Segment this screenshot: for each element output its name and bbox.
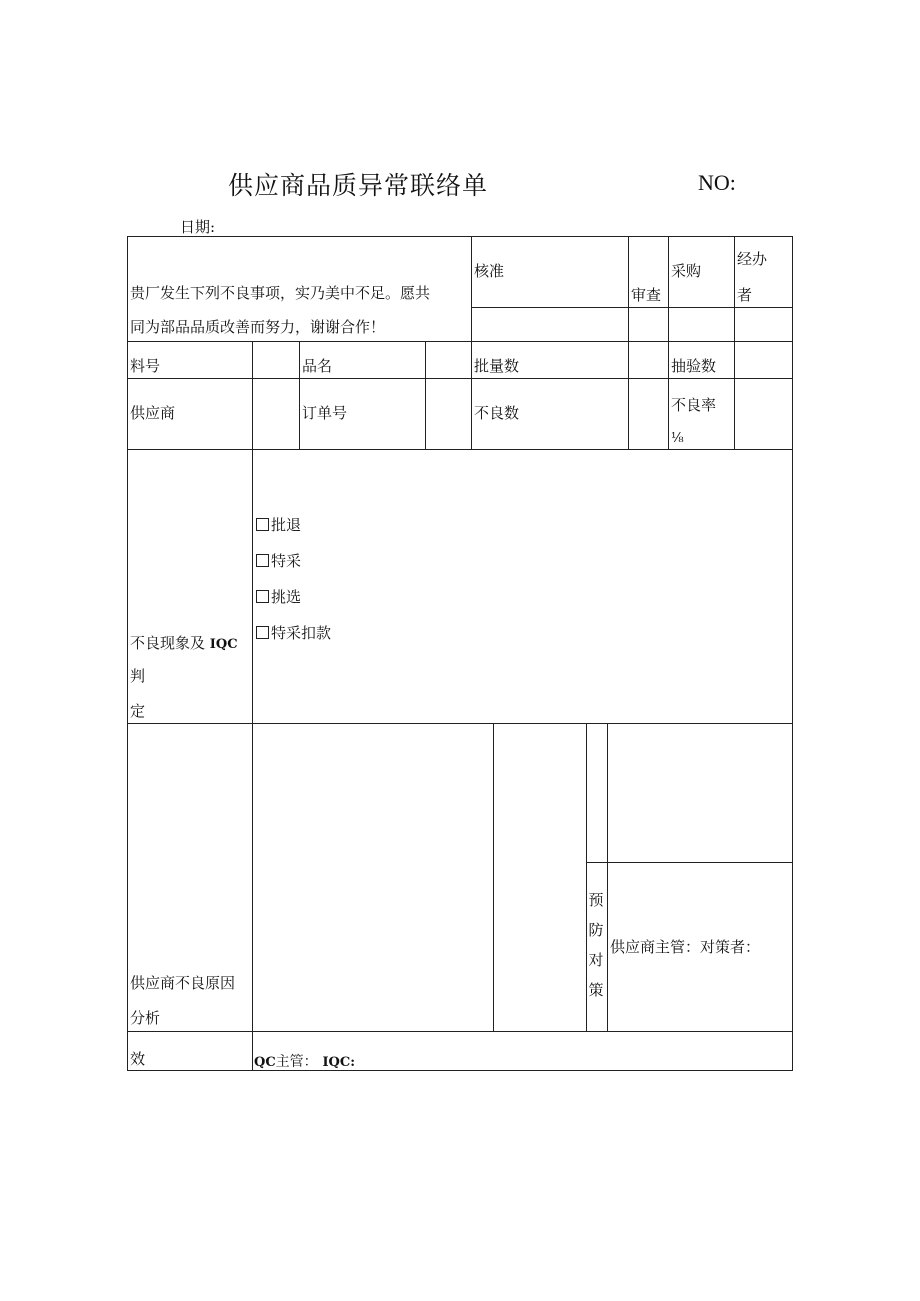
judgement-label-line-1 <box>130 636 238 651</box>
qc-label: QC <box>254 1055 276 1070</box>
checkbox-icon[interactable] <box>256 518 269 531</box>
defect-qty-label: 不良数 <box>474 404 520 422</box>
prevention-char: 预 <box>588 891 604 909</box>
option-reject[interactable] <box>256 518 301 533</box>
option-special-deduct[interactable] <box>256 626 331 641</box>
sample-qty-label: 抽验数 <box>671 357 717 375</box>
judgement-label-line-2: 判 <box>130 667 146 685</box>
judgement-label-text: 不良现象及 <box>130 634 206 652</box>
order-no-label: 订单号 <box>302 404 348 422</box>
prevention-char: 对 <box>588 951 604 969</box>
notice-line-2: 同为部品品质改善而努力，谢谢合作！ <box>130 318 386 336</box>
qc-manager-label: 主管： <box>275 1054 318 1070</box>
defect-rate-label: 不良率 <box>671 396 717 414</box>
judgement-label-iqc: IQC <box>209 637 238 652</box>
form-number-label: NO: <box>698 170 736 195</box>
date-label: 日期: <box>180 218 216 236</box>
analysis-label-line-1: 供应商不良原因 <box>130 974 236 992</box>
option-sort[interactable] <box>256 590 301 605</box>
judgement-label-line-3: 定 <box>130 702 146 720</box>
iqc-label: IQC: <box>322 1055 356 1070</box>
part-no-label: 料号 <box>130 357 161 375</box>
analysis-label-line-2: 分析 <box>130 1009 161 1027</box>
review-label: 审查 <box>631 286 662 304</box>
checkbox-icon[interactable] <box>256 554 269 567</box>
defect-rate-unit: ⅛ <box>671 431 684 446</box>
form-title: 供应商品质异常联络单 <box>228 171 489 200</box>
prevention-label <box>588 885 604 1005</box>
checkbox-icon[interactable] <box>256 590 269 603</box>
option-reject-label: 批退 <box>271 516 302 534</box>
effect-label: 效 <box>130 1050 146 1068</box>
prevention-char: 防 <box>588 921 604 939</box>
handler-label-line-2: 者 <box>737 286 753 304</box>
batch-qty-label: 批量数 <box>474 357 520 375</box>
option-sort-label: 挑选 <box>271 588 302 606</box>
prevention-char: 策 <box>588 981 604 999</box>
handler-label-line-1: 经办 <box>737 250 768 268</box>
product-name-label: 品名 <box>302 357 333 375</box>
supplier-signature-label: 供应商主管：对策者： <box>610 938 761 956</box>
notice-line-1: 贵厂发生下列不良事项，实乃美中不足。愿共 <box>130 284 431 302</box>
effect-signatures <box>254 1054 355 1069</box>
option-special-accept[interactable] <box>256 554 301 569</box>
checkbox-icon[interactable] <box>256 626 269 639</box>
purchase-label: 采购 <box>671 262 702 280</box>
approve-label: 核准 <box>474 262 505 280</box>
supplier-label: 供应商 <box>130 404 176 422</box>
option-special-accept-label: 特采 <box>271 552 302 570</box>
option-special-deduct-label: 特采扣款 <box>271 624 332 642</box>
